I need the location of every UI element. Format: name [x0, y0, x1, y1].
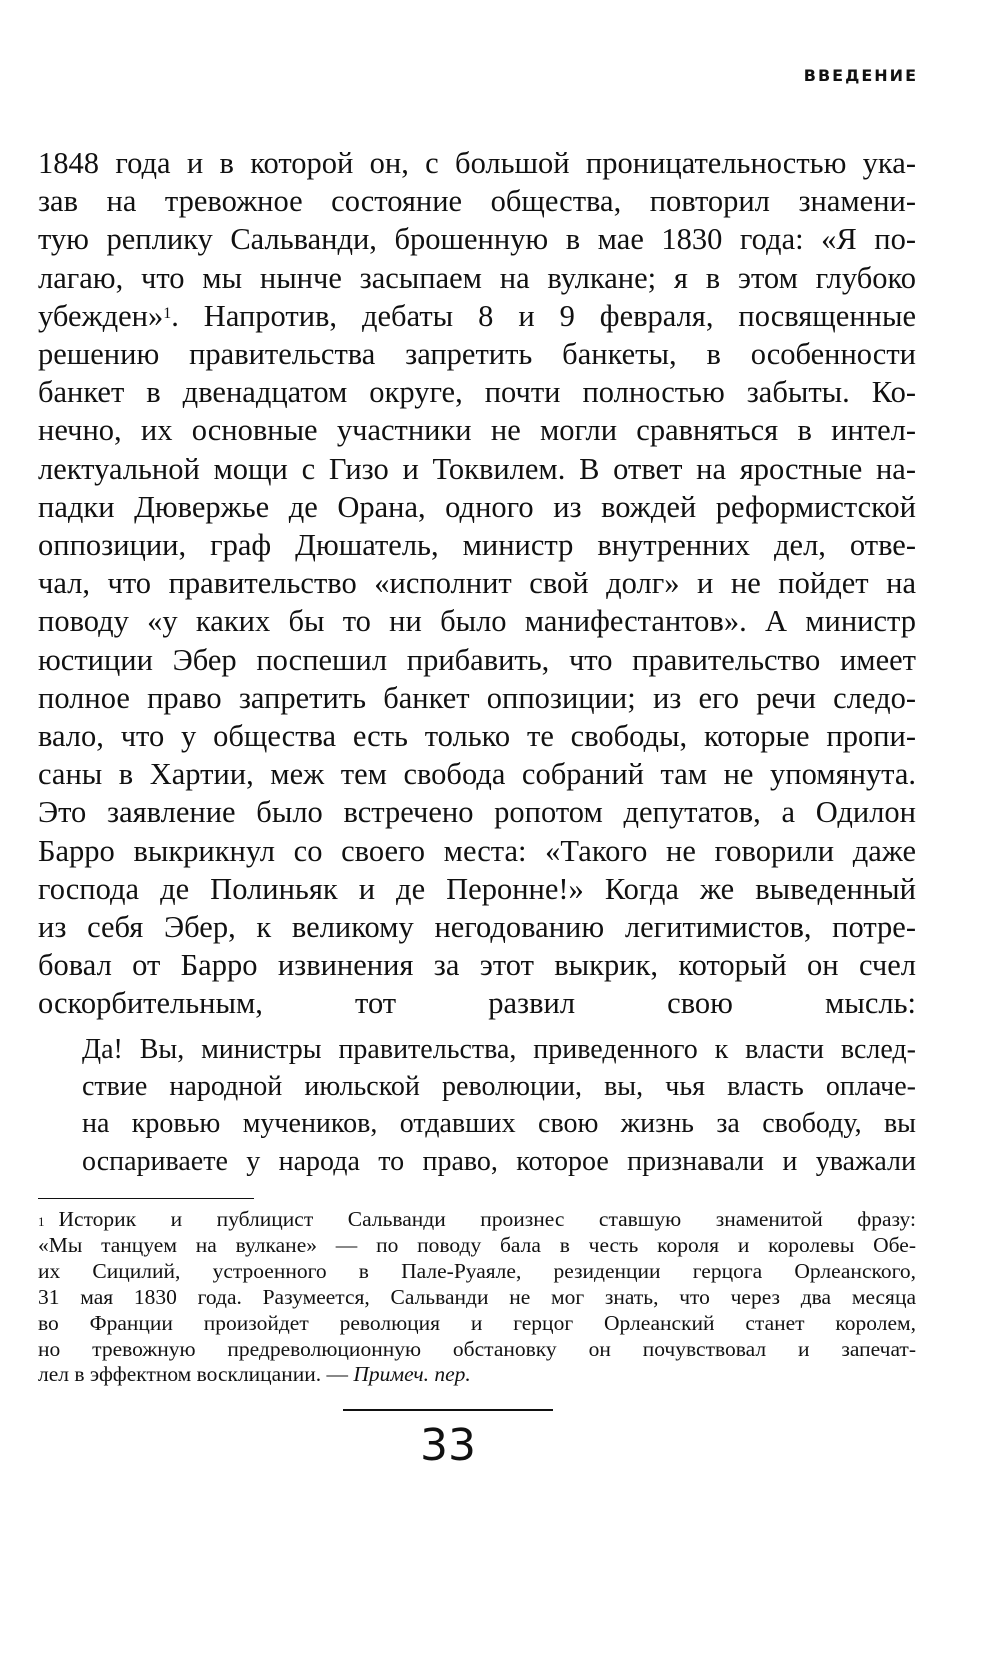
text-line: решению правительства запретить банкеты, в особенности [38, 337, 916, 372]
footnote-line: но тревожную предреволюционную обстановку он почувствовал и запечат- [38, 1336, 916, 1361]
footnote-divider [38, 1198, 254, 1199]
footnote-line [38, 1207, 916, 1233]
text-line: лагаю, что мы нынче засыпаем на вулкане; я в этом глубоко [38, 260, 916, 295]
footnote-line: их Сицилий, устроенного в Пале-Руаяле, резиденции герцога Орлеанского, [38, 1258, 916, 1283]
text-segment: убежден» [38, 298, 164, 333]
text-line: чал, что правительство «исполнит свой долг» и не пойдет на [38, 566, 916, 601]
text-line-with-footnote [38, 297, 916, 335]
text-line: поводу «у каких бы то ни было манифестантов». А министр [38, 604, 916, 639]
footnote-marker: 1 [38, 1214, 45, 1229]
footnote-reference[interactable]: 1 [163, 304, 172, 322]
text-line: Это заявление было встречено ропотом депутатов, а Одилон [38, 795, 916, 830]
page-number: 33 [420, 1420, 476, 1471]
text-segment: . Напротив, дебаты 8 и 9 февраля, посвященные [171, 298, 916, 333]
footnote-line: во Франции произойдет революция и герцог Орлеанский станет королем, [38, 1310, 916, 1335]
page-number-rule [343, 1409, 553, 1411]
quote-line: Да! Вы, министры правительства, приведенного к власти вслед- [82, 1034, 916, 1065]
text-line: лектуальной мощи с Гизо и Токвилем. В ответ на яростные на- [38, 451, 916, 486]
footnote-text: лел в эффектном восклицании. — [38, 1362, 348, 1387]
text-line: оскорбительным, тот развил свою мысль: [38, 986, 916, 1021]
footnote-line: «Мы танцуем на вулкане» — по поводу бала в честь короля и королевы Обе- [38, 1232, 916, 1257]
text-line: тую реплику Сальванди, брошенную в мае 1830 года: «Я по- [38, 222, 916, 257]
footnote-line: 31 мая 1830 года. Разумеется, Сальванди не мог знать, что через два месяца [38, 1284, 916, 1309]
text-line: нечно, их основные участники не могли сравняться в интел- [38, 413, 916, 448]
text-line: полное право запретить банкет оппозиции; из его речи следо- [38, 680, 916, 715]
quote-line: ствие народной июльской революции, вы, чья власть оплаче- [82, 1071, 916, 1103]
block-quote [82, 1031, 916, 1180]
text-line: юстиции Эбер поспешил прибавить, что правительство имеет [38, 642, 916, 677]
body-text [38, 144, 916, 1023]
text-line: бовал от Барро извинения за этот выкрик, который он счел [38, 948, 916, 983]
text-line: банкет в двенадцатом округе, почти полностью забыты. Ко- [38, 375, 916, 410]
quote-line: на кровью мучеников, отдавших свою жизнь за свободу, вы [82, 1108, 916, 1140]
text-line: падки Дювержье де Орана, одного из вождей реформистской [38, 489, 916, 524]
text-line: саны в Хартии, меж тем свобода собраний там не упомянута. [38, 757, 916, 792]
quote-line: оспариваете у народа то право, которое признавали и уважали [82, 1145, 916, 1177]
text-line: зав на тревожное состояние общества, повторил знамени- [38, 184, 916, 219]
text-line: оппозиции, граф Дюшатель, министр внутренних дел, отве- [38, 528, 916, 563]
footnote-line [38, 1362, 916, 1388]
text-line: Барро выкрикнул со своего места: «Такого не говорили даже [38, 833, 916, 868]
text-line: вало, что у общества есть только те свободы, которые пропи- [38, 719, 916, 754]
running-header: ВВЕДЕНИЕ [803, 66, 918, 85]
translator-note: Примеч. пер. [353, 1362, 471, 1387]
footnote-text: Историк и публицист Сальванди произнес ставшую знаменитой фразу: [58, 1207, 916, 1231]
text-line: господа де Полиньяк и де Перонне!» Когда же выведенный [38, 871, 916, 906]
text-line: 1848 года и в которой он, с большой проницательностью ука- [38, 146, 916, 180]
text-line: из себя Эбер, к великому негодованию легитимистов, потре- [38, 910, 916, 945]
footnote [38, 1207, 916, 1388]
